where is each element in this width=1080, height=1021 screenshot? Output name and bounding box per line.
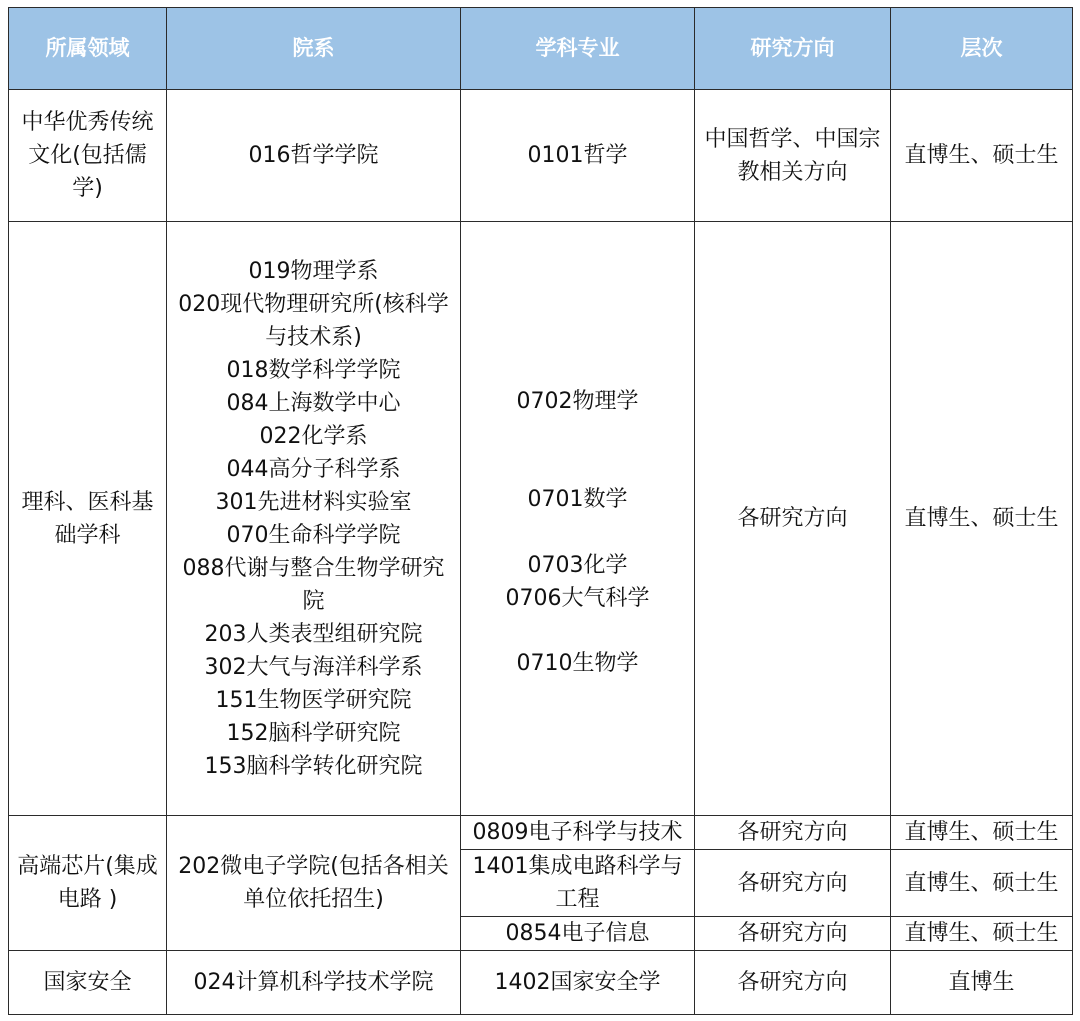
field-cell: 中华优秀传统 文化(包括儒 学) xyxy=(9,90,167,222)
header-direction: 研究方向 xyxy=(695,8,891,90)
dept-list-item: 018数学科学学院 xyxy=(226,357,401,383)
table-row xyxy=(9,816,1073,850)
major-cell: 0854电子信息 xyxy=(461,917,695,951)
dept-list-item: 302大气与海洋科学系 xyxy=(204,654,423,680)
header-level: 层次 xyxy=(891,8,1073,90)
direction-cell: 各研究方向 xyxy=(695,850,891,917)
table-container xyxy=(8,7,1073,1015)
direction-cell: 各研究方向 xyxy=(695,917,891,951)
major-list-item: 0702物理学 xyxy=(516,389,639,414)
level-cell: 直博生 xyxy=(891,951,1073,1015)
direction-cell: 各研究方向 xyxy=(695,951,891,1015)
dept-list-item: 084上海数学中心 xyxy=(226,390,401,416)
dept-list-cell xyxy=(167,222,461,816)
major-list-cell xyxy=(461,222,695,816)
direction-cell: 各研究方向 xyxy=(695,222,891,816)
dept-list-item: 153脑科学转化研究院 xyxy=(204,753,423,779)
level-cell: 直博生、硕士生 xyxy=(891,850,1073,917)
major-list-item: 0701数学 xyxy=(527,487,628,512)
major-list-item: 0706大气科学 xyxy=(505,586,650,611)
dept-list-item: 203人类表型组研究院 xyxy=(204,621,423,647)
level-cell: 直博生、硕士生 xyxy=(891,90,1073,222)
major-cell: 1402国家安全学 xyxy=(461,951,695,1015)
dept-cell: 202微电子学院(包括各相关 单位依托招生) xyxy=(167,816,461,951)
table-row xyxy=(9,222,1073,816)
field-cell: 国家安全 xyxy=(9,951,167,1015)
field-cell: 高端芯片(集成 电路 ) xyxy=(9,816,167,951)
field-cell: 理科、医科基 础学科 xyxy=(9,222,167,816)
dept-list-item: 152脑科学研究院 xyxy=(226,720,401,746)
dept-list-item: 151生物医学研究院 xyxy=(215,687,412,713)
header-field: 所属领域 xyxy=(9,8,167,90)
level-cell: 直博生、硕士生 xyxy=(891,222,1073,816)
major-cell: 1401集成电路科学与 工程 xyxy=(461,850,695,917)
program-table xyxy=(8,7,1073,1015)
header-row xyxy=(9,8,1073,90)
dept-list-item: 301先进材料实验室 xyxy=(215,489,412,515)
dept-list-item: 088代谢与整合生物学研究 院 xyxy=(182,555,445,614)
level-cell: 直博生、硕士生 xyxy=(891,917,1073,951)
table-row xyxy=(9,90,1073,222)
major-cell: 0809电子科学与技术 xyxy=(461,816,695,850)
major-list-item: 0710生物学 xyxy=(516,651,639,676)
dept-list-item: 070生命科学学院 xyxy=(226,522,401,548)
major-cell: 0101哲学 xyxy=(461,90,695,222)
dept-list-item: 044高分子科学系 xyxy=(226,456,401,482)
dept-list-item: 022化学系 xyxy=(259,423,368,449)
dept-list-item: 020现代物理研究所(核科学 与技术系) xyxy=(178,291,449,350)
dept-list-item: 019物理学系 xyxy=(248,258,379,284)
direction-cell: 各研究方向 xyxy=(695,816,891,850)
header-major: 学科专业 xyxy=(461,8,695,90)
dept-cell: 016哲学学院 xyxy=(167,90,461,222)
dept-cell: 024计算机科学技术学院 xyxy=(167,951,461,1015)
direction-cell: 中国哲学、中国宗 教相关方向 xyxy=(695,90,891,222)
table-row xyxy=(9,951,1073,1015)
level-cell: 直博生、硕士生 xyxy=(891,816,1073,850)
header-dept: 院系 xyxy=(167,8,461,90)
major-list-item: 0703化学 xyxy=(527,553,628,578)
